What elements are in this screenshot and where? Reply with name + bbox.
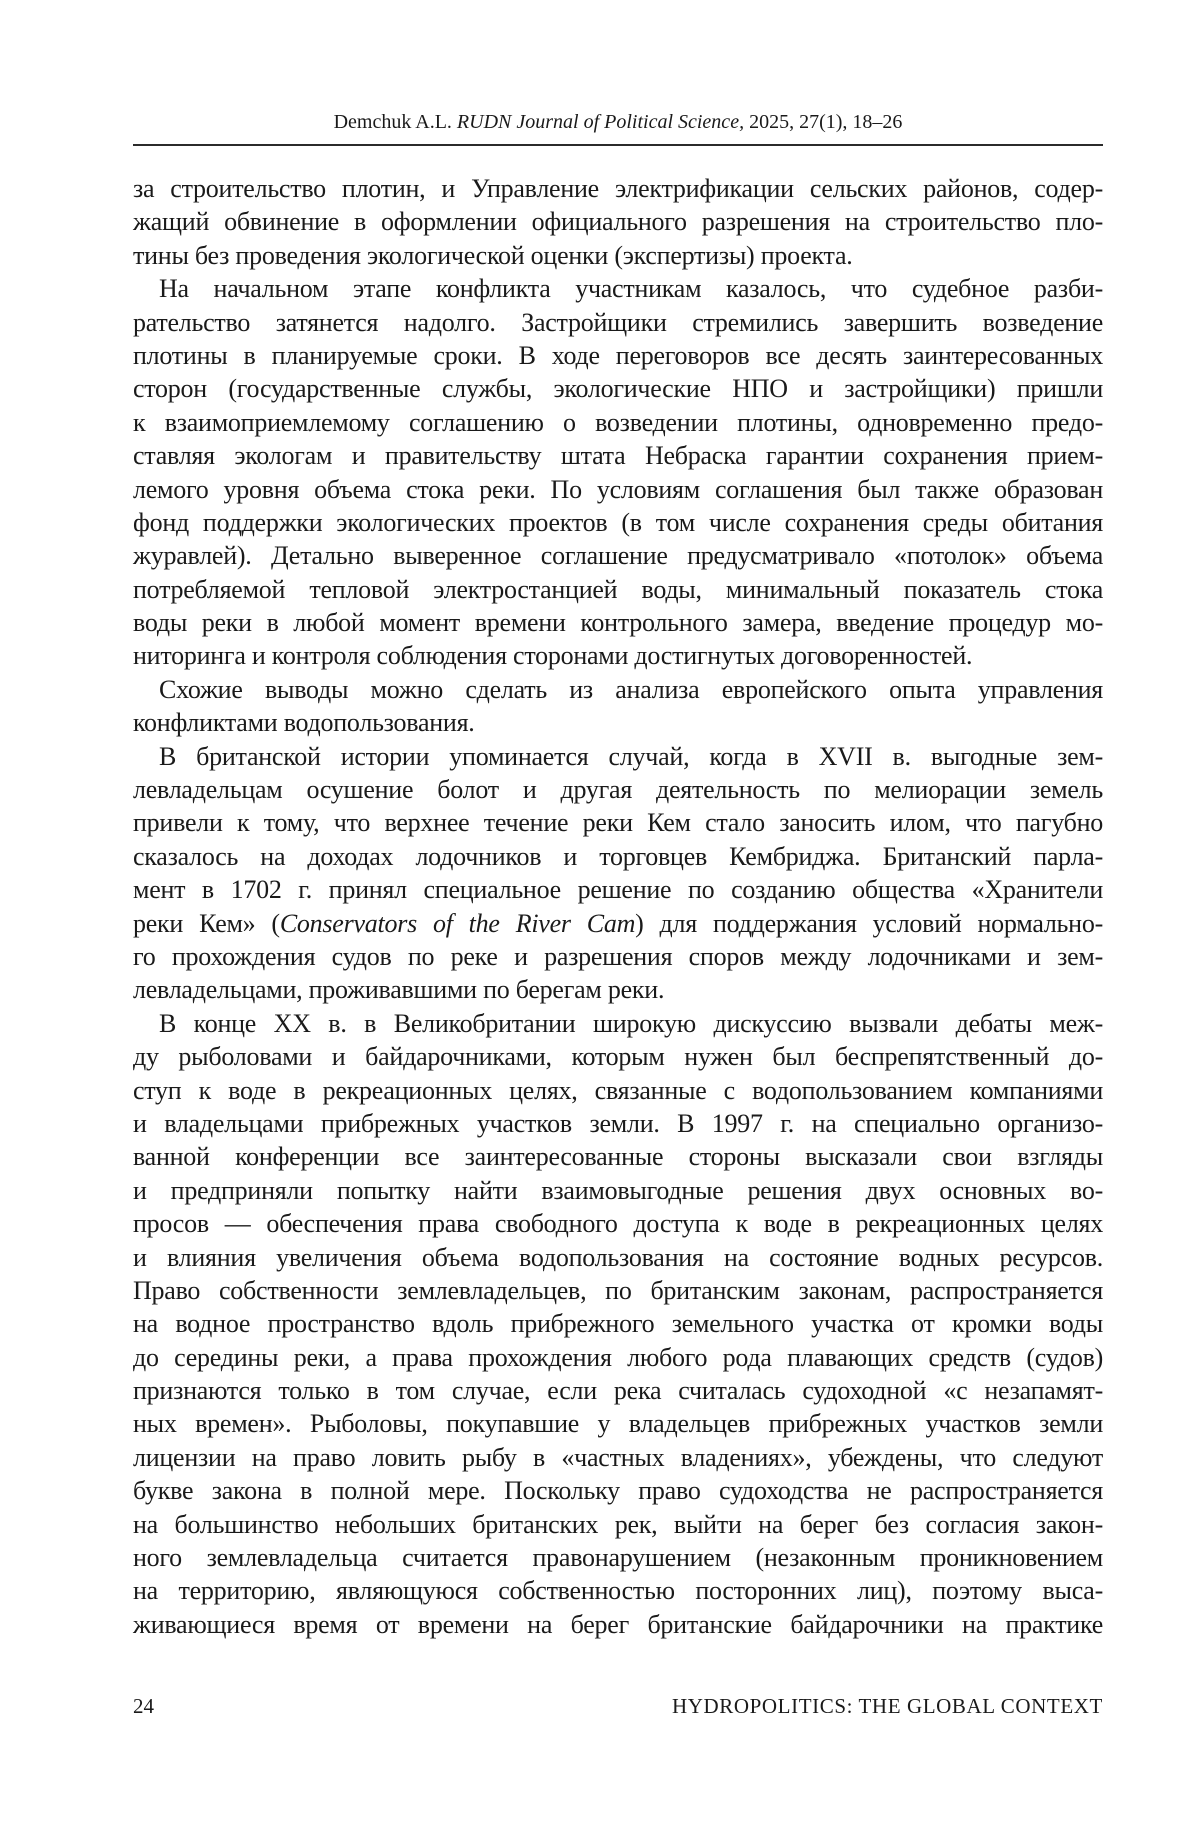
header-rule <box>133 144 1103 146</box>
text-run: и предприняли попытку найти взаимовыгодные решения двух основных во- <box>133 1175 1103 1205</box>
text-run: Право собственности землевладельцев, по британским законам, распространяется <box>133 1275 1103 1305</box>
text-line <box>133 907 1103 940</box>
text-line <box>133 1374 1103 1407</box>
text-line <box>133 773 1103 806</box>
text-run: журавлей). Детально выверенное соглашение предусматривало «потолок» объема <box>133 541 1103 571</box>
text-run: ниторинга и контроля соблюдения сторонами достигнутых договоренностей. <box>133 641 973 671</box>
italic-text-run: Conservators of the River Cam <box>279 908 636 938</box>
text-line <box>133 1274 1103 1307</box>
text-run: просов — обеспечения права свободного доступа к воде в рекреационных целях <box>133 1209 1103 1239</box>
running-title: HYDROPOLITICS: THE GLOBAL CONTEXT <box>671 1694 1103 1718</box>
italic-text-run: RUDN Journal of Political Science, <box>456 111 745 133</box>
text-run: левладельцам осушение болот и другая деятельность по мелиорации земель <box>133 775 1103 805</box>
text-line <box>133 473 1103 506</box>
text-line <box>133 1407 1103 1440</box>
paragraph <box>133 673 1103 740</box>
text-run: мент в 1702 г. принял специальное решение по созданию общества «Хранители <box>133 875 1103 905</box>
text-run: признаются только в том случае, если река считалась судоходной «с незапамят- <box>133 1376 1103 1406</box>
text-line <box>133 1107 1103 1140</box>
text-line <box>133 1541 1103 1574</box>
paragraph <box>133 740 1103 1007</box>
paragraph <box>133 172 1103 272</box>
text-line <box>133 306 1103 339</box>
text-run: и владельцами прибрежных участков земли. В 1997 г. на специально организо- <box>133 1108 1103 1138</box>
text-run: плотины в планируемые сроки. В ходе переговоров все десять заинтересованных <box>133 340 1103 370</box>
text-run: к взаимоприемлемому соглашению о возведении плотины, одновременно предо- <box>133 407 1103 437</box>
text-line <box>133 940 1103 973</box>
text-line <box>133 740 1103 773</box>
text-run: реки Кем» ( <box>133 908 280 938</box>
text-run: за строительство плотин, и Управление электрификации сельских районов, содер- <box>133 174 1103 203</box>
text-line <box>133 1508 1103 1541</box>
text-run: Схожие выводы можно сделать из анализа европейского опыта управления <box>159 674 1103 704</box>
text-run: сторон (государственные службы, экологические НПО и застройщики) пришли <box>133 374 1103 404</box>
text-run: ставляя экологам и правительству штата Небраска гарантии сохранения прием- <box>133 441 1103 471</box>
text-run: конфликтами водопользования. <box>133 708 475 738</box>
text-line <box>133 1307 1103 1340</box>
text-line <box>133 1007 1103 1040</box>
text-line <box>133 339 1103 372</box>
text-run: В конце XX в. в Великобритании широкую дискуссию вызвали дебаты меж- <box>159 1008 1103 1038</box>
text-run: лемого уровня объема стока реки. По условиям соглашения был также образован <box>133 474 1103 504</box>
text-line <box>133 1608 1103 1641</box>
text-run: лицензии на право ловить рыбу в «частных владениях», убеждены, что следуют <box>133 1442 1103 1472</box>
text-line <box>133 973 1103 1006</box>
text-run: 2025, 27(1), 18–26 <box>744 111 903 133</box>
paragraph <box>133 1007 1103 1641</box>
text-run: на большинство небольших британских рек, выйти на берег без согласия закон- <box>133 1509 1103 1539</box>
text-line <box>133 1074 1103 1107</box>
text-line <box>133 706 1103 739</box>
text-run: ) для поддержания условий нормально- <box>635 908 1103 938</box>
text-run: букве закона в полной мере. Поскольку право судоходства не распространяется <box>133 1476 1103 1506</box>
text-run: живающиеся время от времени на берег британские байдарочники на практике <box>133 1609 1103 1639</box>
text-run: рательство затянется надолго. Застройщики стремились завершить возведение <box>133 307 1103 337</box>
text-line <box>133 539 1103 572</box>
page-number: 24 <box>133 1694 154 1718</box>
text-run: жащий обвинение в оформлении официального разрешения на строительство пло- <box>133 207 1103 237</box>
text-line <box>133 1241 1103 1274</box>
header-citation <box>334 111 903 133</box>
text-line <box>133 1341 1103 1374</box>
text-line <box>133 506 1103 539</box>
text-line <box>133 1441 1103 1474</box>
text-line <box>133 1140 1103 1173</box>
text-run: и влияния увеличения объема водопользования на состояние водных ресурсов. <box>133 1242 1103 1272</box>
text-run: фонд поддержки экологических проектов (в том числе сохранения среды обитания <box>133 507 1103 537</box>
text-line <box>133 573 1103 606</box>
text-line <box>133 673 1103 706</box>
text-line <box>133 1207 1103 1240</box>
text-run: ных времен». Рыболовы, покупавшие у владельцев прибрежных участков земли <box>133 1409 1103 1439</box>
text-run: привели к тому, что верхнее течение реки Кем стало заносить илом, что пагубно <box>133 808 1103 838</box>
text-line <box>133 806 1103 839</box>
text-run: тины без проведения экологической оценки (экспертизы) проекта. <box>133 240 853 270</box>
text-run: на водное пространство вдоль прибрежного земельного участка от кромки воды <box>133 1309 1103 1339</box>
text-line <box>133 205 1103 238</box>
text-run: Demchuk A.L. <box>333 111 457 133</box>
text-run: до середины реки, а права прохождения любого рода плавающих средств (судов) <box>133 1342 1103 1372</box>
text-line <box>133 172 1103 205</box>
text-run: ванной конференции все заинтересованные стороны высказали свои взгляды <box>133 1142 1103 1172</box>
paragraph <box>133 272 1103 673</box>
running-header <box>133 110 1103 134</box>
text-run: на территорию, являющуюся собственностью посторонних лиц), поэтому выса- <box>133 1576 1103 1606</box>
text-line <box>133 372 1103 405</box>
text-run: воды реки в любой момент времени контрольного замера, введение процедур мо- <box>133 608 1103 638</box>
text-run: ступ к воде в рекреационных целях, связанные с водопользованием компаниями <box>133 1075 1103 1105</box>
text-run: На начальном этапе конфликта участникам казалось, что судебное разби- <box>159 274 1103 304</box>
text-line <box>133 239 1103 272</box>
text-run: ного землевладельца считается правонарушением (незаконным проникновением <box>133 1543 1103 1573</box>
text-run: потребляемой тепловой электростанцией воды, минимальный показатель стока <box>133 574 1103 604</box>
text-line <box>133 1474 1103 1507</box>
text-line <box>133 840 1103 873</box>
text-run: го прохождения судов по реке и разрешения споров между лодочниками и зем- <box>133 941 1103 971</box>
text-line <box>133 1574 1103 1607</box>
text-run: ду рыболовами и байдарочниками, которым нужен был беспрепятственный до- <box>133 1042 1103 1072</box>
text-line <box>133 439 1103 472</box>
text-run: левладельцами, проживавшими по берегам реки. <box>133 975 665 1005</box>
text-line <box>133 639 1103 672</box>
article-body <box>133 172 1103 1641</box>
text-run: сказалось на доходах лодочников и торговцев Кембриджа. Британский парла- <box>133 841 1103 871</box>
text-line <box>133 873 1103 906</box>
text-run: В британской истории упоминается случай, когда в XVII в. выгодные зем- <box>159 741 1103 771</box>
running-footer <box>133 1694 1103 1718</box>
text-line <box>133 1174 1103 1207</box>
text-line <box>133 1040 1103 1073</box>
text-line <box>133 272 1103 305</box>
text-line <box>133 406 1103 439</box>
text-line <box>133 606 1103 639</box>
